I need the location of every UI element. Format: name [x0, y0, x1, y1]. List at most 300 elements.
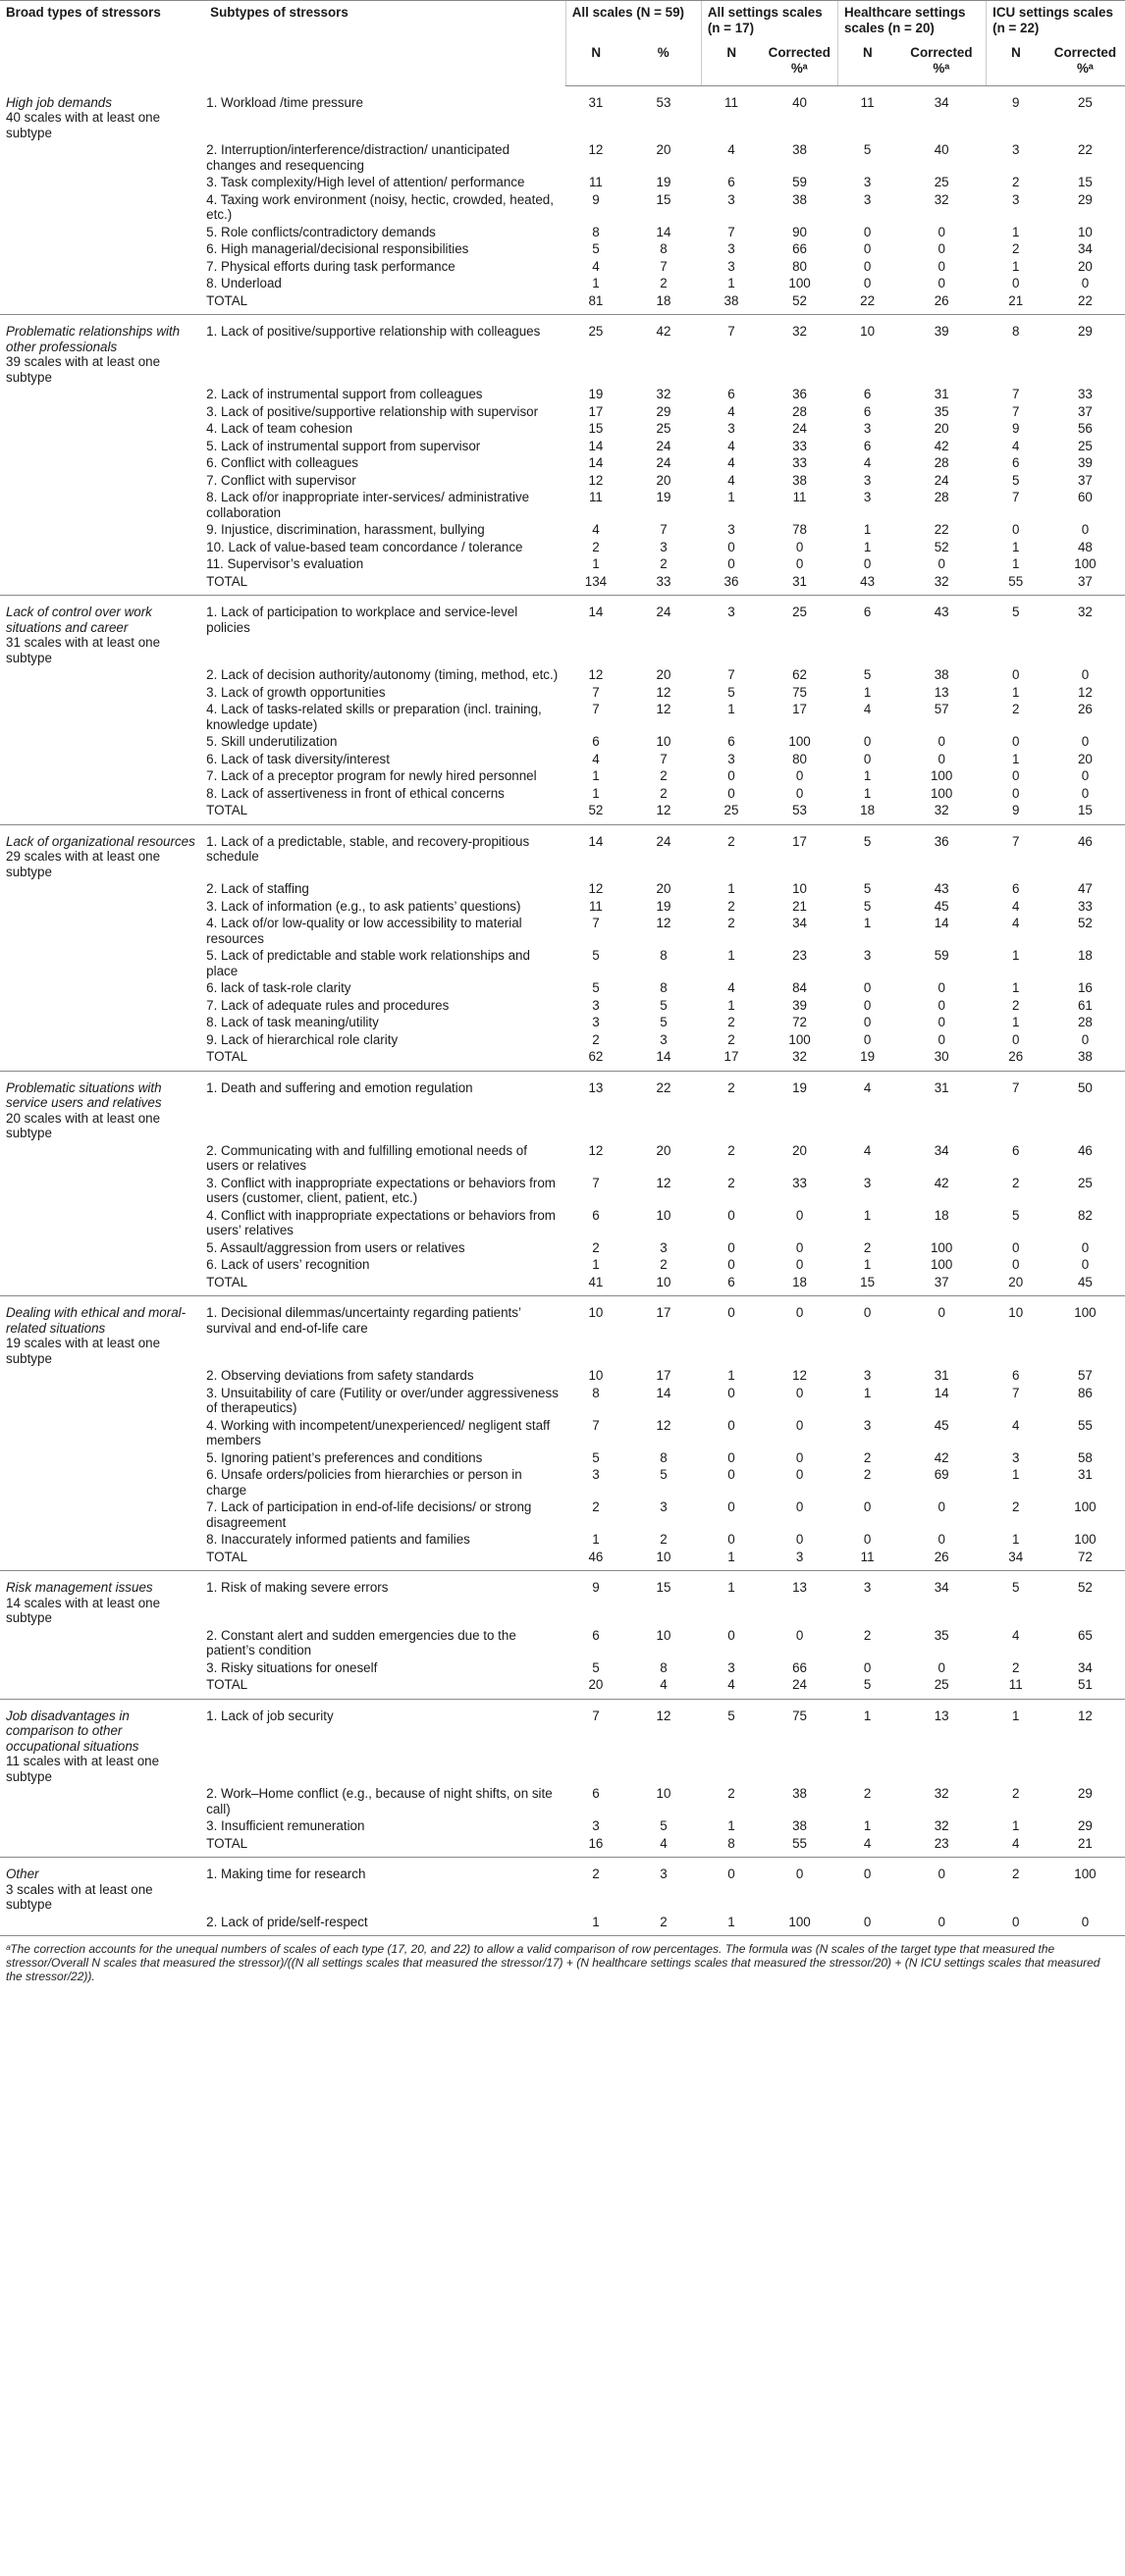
value-cell: 0: [863, 1015, 872, 1029]
value-cell: 56: [1077, 421, 1093, 436]
value-cell: 38: [792, 1786, 807, 1801]
value-cell: 80: [792, 751, 807, 766]
value-cell: 8: [1012, 324, 1020, 339]
value-cell: 0: [727, 1499, 735, 1514]
total-value: 9: [987, 802, 1045, 824]
table-row: [0, 997, 1125, 1015]
value-cell: 5: [1012, 1207, 1020, 1223]
value-cell: 24: [656, 438, 671, 453]
subtype-label: 10. Lack of value-based team concordance / tolerance: [206, 539, 523, 554]
table-header: [0, 1, 1125, 86]
value-cell: 11: [792, 490, 807, 504]
broad-type-note: 19 scales with at least one subtype: [6, 1336, 161, 1366]
total-row: [0, 573, 1125, 596]
value-cell: 20: [934, 421, 949, 436]
value-cell: 42: [934, 1175, 949, 1190]
total-value: 33: [626, 573, 702, 596]
subtype-label: 6. Lack of task diversity/interest: [206, 751, 390, 766]
table-row: [0, 1627, 1125, 1659]
value-cell: 42: [656, 324, 671, 339]
value-cell: 15: [656, 191, 671, 207]
value-cell: 5: [863, 142, 872, 157]
subtype-label: 7. Lack of participation in end-of-life decisions/ or strong disagreement: [206, 1499, 532, 1530]
value-cell: 12: [656, 702, 671, 716]
value-cell: 75: [792, 1708, 807, 1723]
value-cell: 12: [588, 881, 604, 896]
total-row: [0, 292, 1125, 315]
value-cell: 48: [1077, 539, 1093, 554]
value-cell: 5: [863, 881, 872, 896]
value-cell: 0: [1081, 522, 1090, 537]
value-cell: 0: [795, 1627, 804, 1643]
group-header-healthcare: Healthcare settings scales (n = 20): [837, 1, 986, 40]
subtype-label: 2. Lack of decision authority/autonomy (timing, method, etc.): [206, 667, 559, 682]
value-cell: 0: [938, 1532, 945, 1547]
value-cell: 10: [1077, 224, 1093, 239]
subtype-label: 3. Lack of information (e.g., to ask patients’ questions): [206, 898, 521, 914]
value-cell: 4: [727, 455, 735, 470]
value-cell: 2: [1012, 702, 1020, 716]
subtype-label: 8. Lack of task meaning/utility: [206, 1015, 379, 1029]
value-cell: 1: [727, 997, 735, 1013]
table-row: [0, 1142, 1125, 1175]
value-cell: 1: [727, 948, 735, 963]
value-cell: 6: [592, 1207, 600, 1223]
value-cell: 1: [1012, 1467, 1020, 1482]
value-cell: 37: [1077, 403, 1093, 419]
value-cell: 0: [727, 539, 735, 554]
total-row: [0, 1048, 1125, 1071]
subtype-label: 5. Assault/aggression from users or relatives: [206, 1239, 465, 1255]
value-cell: 36: [792, 387, 807, 401]
subtype-label: 3. Conflict with inappropriate expectations or behaviors from users (customer, client, patient, etc.): [206, 1175, 556, 1205]
total-value: 18: [837, 802, 896, 824]
value-cell: 13: [588, 1079, 604, 1095]
total-value: 38: [1045, 1048, 1125, 1071]
value-cell: 1: [701, 1914, 761, 1936]
value-cell: 14: [656, 224, 671, 239]
value-cell: 1: [727, 276, 735, 290]
value-cell: 10: [656, 1786, 671, 1801]
total-value: 14: [626, 1048, 702, 1071]
value-cell: 5: [660, 1818, 668, 1833]
value-cell: 0: [727, 556, 735, 571]
total-value: 5: [837, 1676, 896, 1699]
value-cell: 0: [863, 980, 872, 995]
total-label: TOTAL: [204, 802, 565, 824]
table-row: [0, 438, 1125, 455]
value-cell: 2: [727, 1175, 735, 1190]
value-cell: 4: [863, 1142, 872, 1158]
value-cell: 0: [863, 1305, 872, 1320]
table-row: [0, 191, 1125, 224]
broad-type-note: 3 scales with at least one subtype: [6, 1881, 153, 1912]
table-row: [0, 240, 1125, 258]
value-cell: 59: [792, 175, 807, 189]
broad-type-cell: [0, 403, 204, 421]
broad-type-cell: [0, 1914, 204, 1936]
value-cell: 0: [795, 785, 804, 801]
subtype-label: 4. Lack of/or low-quality or low accessibility to material resources: [206, 916, 522, 946]
value-cell: 100: [930, 1257, 953, 1272]
value-cell: 11: [588, 898, 603, 914]
total-value: 46: [565, 1549, 625, 1571]
table-row: [0, 767, 1125, 785]
value-cell: 0: [727, 1239, 735, 1255]
value-cell: 3: [863, 1417, 872, 1433]
total-label: TOTAL: [204, 1676, 565, 1699]
table-row: [0, 880, 1125, 898]
broad-type-cell: [0, 1835, 204, 1858]
value-cell: 100: [1074, 556, 1097, 571]
value-cell: 72: [792, 1015, 807, 1029]
value-cell: 0: [1012, 785, 1020, 801]
value-cell: 11: [588, 490, 603, 504]
value-cell: 2: [592, 1239, 600, 1255]
value-cell: 50: [1077, 1079, 1093, 1095]
value-cell: 2: [863, 1449, 872, 1465]
total-value: 25: [897, 1676, 987, 1699]
value-cell: 4: [1012, 898, 1020, 914]
value-cell: 34: [792, 916, 807, 930]
total-value: 53: [762, 802, 838, 824]
table-row: [0, 1239, 1125, 1257]
value-cell: 6: [1012, 455, 1020, 470]
value-cell: 1: [863, 785, 872, 801]
broad-type-cell: [0, 555, 204, 573]
value-cell: 3: [660, 1499, 668, 1514]
value-cell: 5: [1012, 1580, 1020, 1595]
value-cell: 100: [762, 1914, 838, 1936]
total-value: 19: [837, 1048, 896, 1071]
value-cell: 7: [1012, 490, 1020, 504]
broad-type-cell: [0, 1817, 204, 1835]
value-cell: 3: [863, 472, 872, 488]
value-cell: 3: [863, 490, 872, 504]
value-cell: 1: [1012, 980, 1020, 995]
table-row: [0, 454, 1125, 472]
broad-type-note: 14 scales with at least one subtype: [6, 1595, 161, 1625]
value-cell: 10: [656, 734, 671, 749]
value-cell: 3: [660, 1866, 668, 1881]
value-cell: 1: [565, 1914, 625, 1936]
total-value: 26: [897, 1549, 987, 1571]
value-cell: 20: [792, 1142, 807, 1158]
value-cell: 8: [660, 980, 668, 995]
value-cell: 43: [934, 605, 949, 619]
value-cell: 14: [588, 455, 604, 470]
value-cell: 12: [656, 916, 671, 930]
value-cell: 5: [592, 980, 600, 995]
value-cell: 0: [795, 1305, 804, 1320]
value-cell: 13: [792, 1580, 807, 1595]
table-row: [0, 489, 1125, 521]
value-cell: 18: [1077, 948, 1093, 963]
value-cell: 14: [588, 438, 604, 453]
broad-type-note: 39 scales with at least one subtype: [6, 354, 161, 385]
value-cell: 2: [1012, 1659, 1020, 1675]
value-cell: 6: [863, 403, 872, 419]
value-cell: 0: [863, 1866, 872, 1881]
value-cell: 35: [934, 403, 949, 419]
subtype-label: 7. Lack of adequate rules and procedures: [206, 997, 450, 1013]
value-cell: 3: [727, 421, 735, 436]
value-cell: 9: [1012, 95, 1020, 110]
value-cell: 2: [1012, 175, 1020, 189]
value-cell: 0: [938, 1499, 945, 1514]
table-row: [0, 555, 1125, 573]
value-cell: 57: [934, 702, 949, 716]
value-cell: 6: [863, 605, 872, 619]
value-cell: 4: [1012, 438, 1020, 453]
value-cell: 4: [592, 258, 600, 274]
value-cell: 7: [727, 224, 735, 239]
total-value: 8: [701, 1835, 761, 1858]
subtype-label: 4. Working with incompetent/unexperienced/ negligent staff members: [206, 1417, 551, 1447]
value-cell: 32: [656, 387, 671, 401]
value-cell: 11: [724, 95, 738, 110]
table-row: [0, 539, 1125, 556]
value-cell: 1: [1012, 224, 1020, 239]
value-cell: 55: [1077, 1417, 1093, 1433]
value-cell: 3: [727, 751, 735, 766]
value-cell: 5: [660, 1015, 668, 1029]
value-cell: 0: [938, 1866, 945, 1881]
value-cell: 0: [938, 997, 945, 1013]
value-cell: 1: [863, 1708, 872, 1723]
value-cell: 1: [1012, 948, 1020, 963]
value-cell: 38: [792, 142, 807, 157]
broad-type-note: 29 scales with at least one subtype: [6, 849, 161, 879]
value-cell: 100: [788, 276, 811, 290]
table-row: [0, 596, 1125, 667]
value-cell: 0: [795, 539, 804, 554]
value-cell: 82: [1077, 1207, 1093, 1223]
value-cell: 0: [1081, 1257, 1090, 1272]
value-cell: 0: [938, 276, 945, 290]
group-header-all-scales: All scales (N = 59): [565, 1, 701, 40]
table-row: [0, 701, 1125, 733]
total-value: 20: [987, 1274, 1045, 1296]
table-row: [0, 1385, 1125, 1417]
value-cell: 19: [792, 1079, 807, 1095]
value-cell: 0: [727, 1207, 735, 1223]
value-cell: 0: [1081, 276, 1090, 290]
broad-type-cell: [0, 733, 204, 751]
table-row: [0, 979, 1125, 997]
value-cell: 25: [934, 175, 949, 189]
subtype-label: 4. Taxing work environment (noisy, hectic, crowded, heated, etc.): [206, 191, 554, 222]
table-row: [0, 1817, 1125, 1835]
table-row: [0, 1031, 1125, 1049]
value-cell: 1: [1012, 1532, 1020, 1547]
value-cell: 12: [792, 1368, 807, 1383]
total-value: 21: [1045, 1835, 1125, 1858]
value-cell: 24: [656, 833, 671, 849]
broad-type-cell: [0, 785, 204, 803]
value-cell: 40: [792, 95, 807, 110]
value-cell: 6: [592, 1786, 600, 1801]
value-cell: 45: [934, 1417, 949, 1433]
value-cell: 7: [592, 684, 600, 700]
broad-type-cell: [0, 1385, 204, 1417]
subtype-label: 6. High managerial/decisional responsibilities: [206, 241, 469, 256]
table-row: [0, 1417, 1125, 1449]
broad-type-cell: [0, 1498, 204, 1531]
broad-type-note: 40 scales with at least one subtype: [6, 110, 161, 140]
table-row: [0, 1659, 1125, 1677]
broad-type-title: Problematic relationships with other professionals: [6, 324, 181, 354]
broad-type-cell: [0, 240, 204, 258]
table-row: [0, 1296, 1125, 1368]
value-cell: 7: [660, 258, 668, 274]
value-cell: 0: [727, 1467, 735, 1482]
subtype-label: 4. Conflict with inappropriate expectations or behaviors from users’ relatives: [206, 1207, 556, 1237]
value-cell: 19: [588, 387, 604, 401]
value-cell: 32: [934, 191, 949, 207]
broad-type-cell: [0, 1274, 204, 1296]
total-value: 45: [1045, 1274, 1125, 1296]
broad-type-cell: [0, 751, 204, 768]
broad-type-cell: [0, 1142, 204, 1175]
total-value: 134: [565, 573, 625, 596]
broad-type-cell: [0, 1239, 204, 1257]
value-cell: 62: [792, 667, 807, 682]
value-cell: 5: [660, 1467, 668, 1482]
value-cell: 34: [934, 95, 949, 110]
value-cell: 17: [792, 702, 807, 716]
total-value: 32: [897, 573, 987, 596]
value-cell: 4: [727, 142, 735, 157]
total-row: [0, 802, 1125, 824]
value-cell: 10: [656, 1627, 671, 1643]
broad-type-cell: [0, 596, 204, 667]
value-cell: 0: [938, 734, 945, 749]
value-cell: 2: [660, 556, 668, 571]
table-row: [0, 733, 1125, 751]
table-row: [0, 521, 1125, 539]
subtype-label: 2. Lack of staffing: [206, 881, 309, 896]
value-cell: 33: [792, 1175, 807, 1190]
value-cell: 2: [727, 898, 735, 914]
value-cell: 2: [727, 916, 735, 930]
broad-type-cell: [0, 1699, 204, 1785]
value-cell: 20: [656, 881, 671, 896]
total-value: 4: [987, 1835, 1045, 1858]
value-cell: 78: [792, 522, 807, 537]
value-cell: 33: [1077, 387, 1093, 401]
value-cell: 35: [934, 1627, 949, 1643]
total-value: 10: [626, 1549, 702, 1571]
table-row: [0, 1914, 1125, 1936]
subtype-label: 1. Workload /time pressure: [206, 94, 363, 110]
value-cell: 8: [660, 241, 668, 256]
table-row: [0, 224, 1125, 241]
value-cell: 3: [1012, 191, 1020, 207]
value-cell: 13: [934, 684, 949, 700]
value-cell: 7: [592, 1417, 600, 1433]
subtype-label: 7. Lack of a preceptor program for newly hired personnel: [206, 768, 537, 783]
value-cell: 2: [592, 1866, 600, 1881]
value-cell: 9: [592, 191, 600, 207]
value-cell: 5: [863, 898, 872, 914]
broad-type-cell: [0, 1627, 204, 1659]
value-cell: 1: [592, 768, 600, 783]
value-cell: 0: [938, 1305, 945, 1320]
value-cell: 2: [660, 1257, 668, 1272]
value-cell: 2: [1012, 241, 1020, 256]
value-cell: 39: [934, 324, 949, 339]
value-cell: 5: [727, 684, 735, 700]
value-cell: 12: [656, 1417, 671, 1433]
value-cell: 2: [660, 785, 668, 801]
value-cell: 0: [1012, 1239, 1020, 1255]
value-cell: 53: [656, 95, 671, 110]
sub-col-header: Corrected %ᵃ: [762, 39, 838, 86]
subtype-label: 1. Lack of job security: [206, 1708, 334, 1723]
total-value: 18: [626, 292, 702, 315]
value-cell: 0: [863, 1031, 872, 1047]
table-row: [0, 1498, 1125, 1531]
broad-type-cell: [0, 1466, 204, 1498]
value-cell: 18: [934, 1207, 949, 1223]
total-value: 37: [1045, 573, 1125, 596]
value-cell: 0: [727, 1866, 735, 1881]
table-row: [0, 86, 1125, 142]
broad-type-cell: [0, 880, 204, 898]
value-cell: 19: [656, 175, 671, 189]
broad-type-cell: [0, 141, 204, 174]
broad-type-cell: [0, 1571, 204, 1627]
value-cell: 0: [727, 1532, 735, 1547]
subtype-label: 5. Lack of predictable and stable work relationships and place: [206, 948, 530, 978]
value-cell: 10: [656, 1207, 671, 1223]
broad-type-cell: [0, 1031, 204, 1049]
value-cell: 7: [592, 1175, 600, 1190]
value-cell: 7: [727, 667, 735, 682]
total-value: 41: [565, 1274, 625, 1296]
value-cell: 33: [1077, 898, 1093, 914]
total-value: 31: [762, 573, 838, 596]
total-value: 62: [565, 1048, 625, 1071]
value-cell: 0: [938, 1015, 945, 1029]
sub-col-header: N: [987, 39, 1045, 86]
value-cell: 37: [1077, 472, 1093, 488]
value-cell: 1: [863, 916, 872, 930]
value-cell: 1: [863, 1207, 872, 1223]
value-cell: 4: [1012, 1627, 1020, 1643]
value-cell: 3: [1012, 1449, 1020, 1465]
value-cell: 3: [592, 1818, 600, 1833]
broad-type-cell: [0, 915, 204, 947]
value-cell: 0: [863, 1659, 872, 1675]
value-cell: 1: [863, 684, 872, 700]
value-cell: 28: [792, 403, 807, 419]
value-cell: 0: [1081, 1031, 1090, 1047]
total-label: TOTAL: [204, 1274, 565, 1296]
value-cell: 58: [1077, 1449, 1093, 1465]
value-cell: 1: [863, 768, 872, 783]
value-cell: 1: [727, 1580, 735, 1595]
group-header-all-settings: All settings scales (n = 17): [701, 1, 837, 40]
value-cell: 47: [1077, 881, 1093, 896]
broad-type-cell: [0, 539, 204, 556]
value-cell: 31: [588, 95, 604, 110]
value-cell: 5: [863, 667, 872, 682]
broad-type-cell: [0, 767, 204, 785]
broad-type-cell: [0, 979, 204, 997]
subtype-label: 8. Underload: [206, 276, 282, 290]
